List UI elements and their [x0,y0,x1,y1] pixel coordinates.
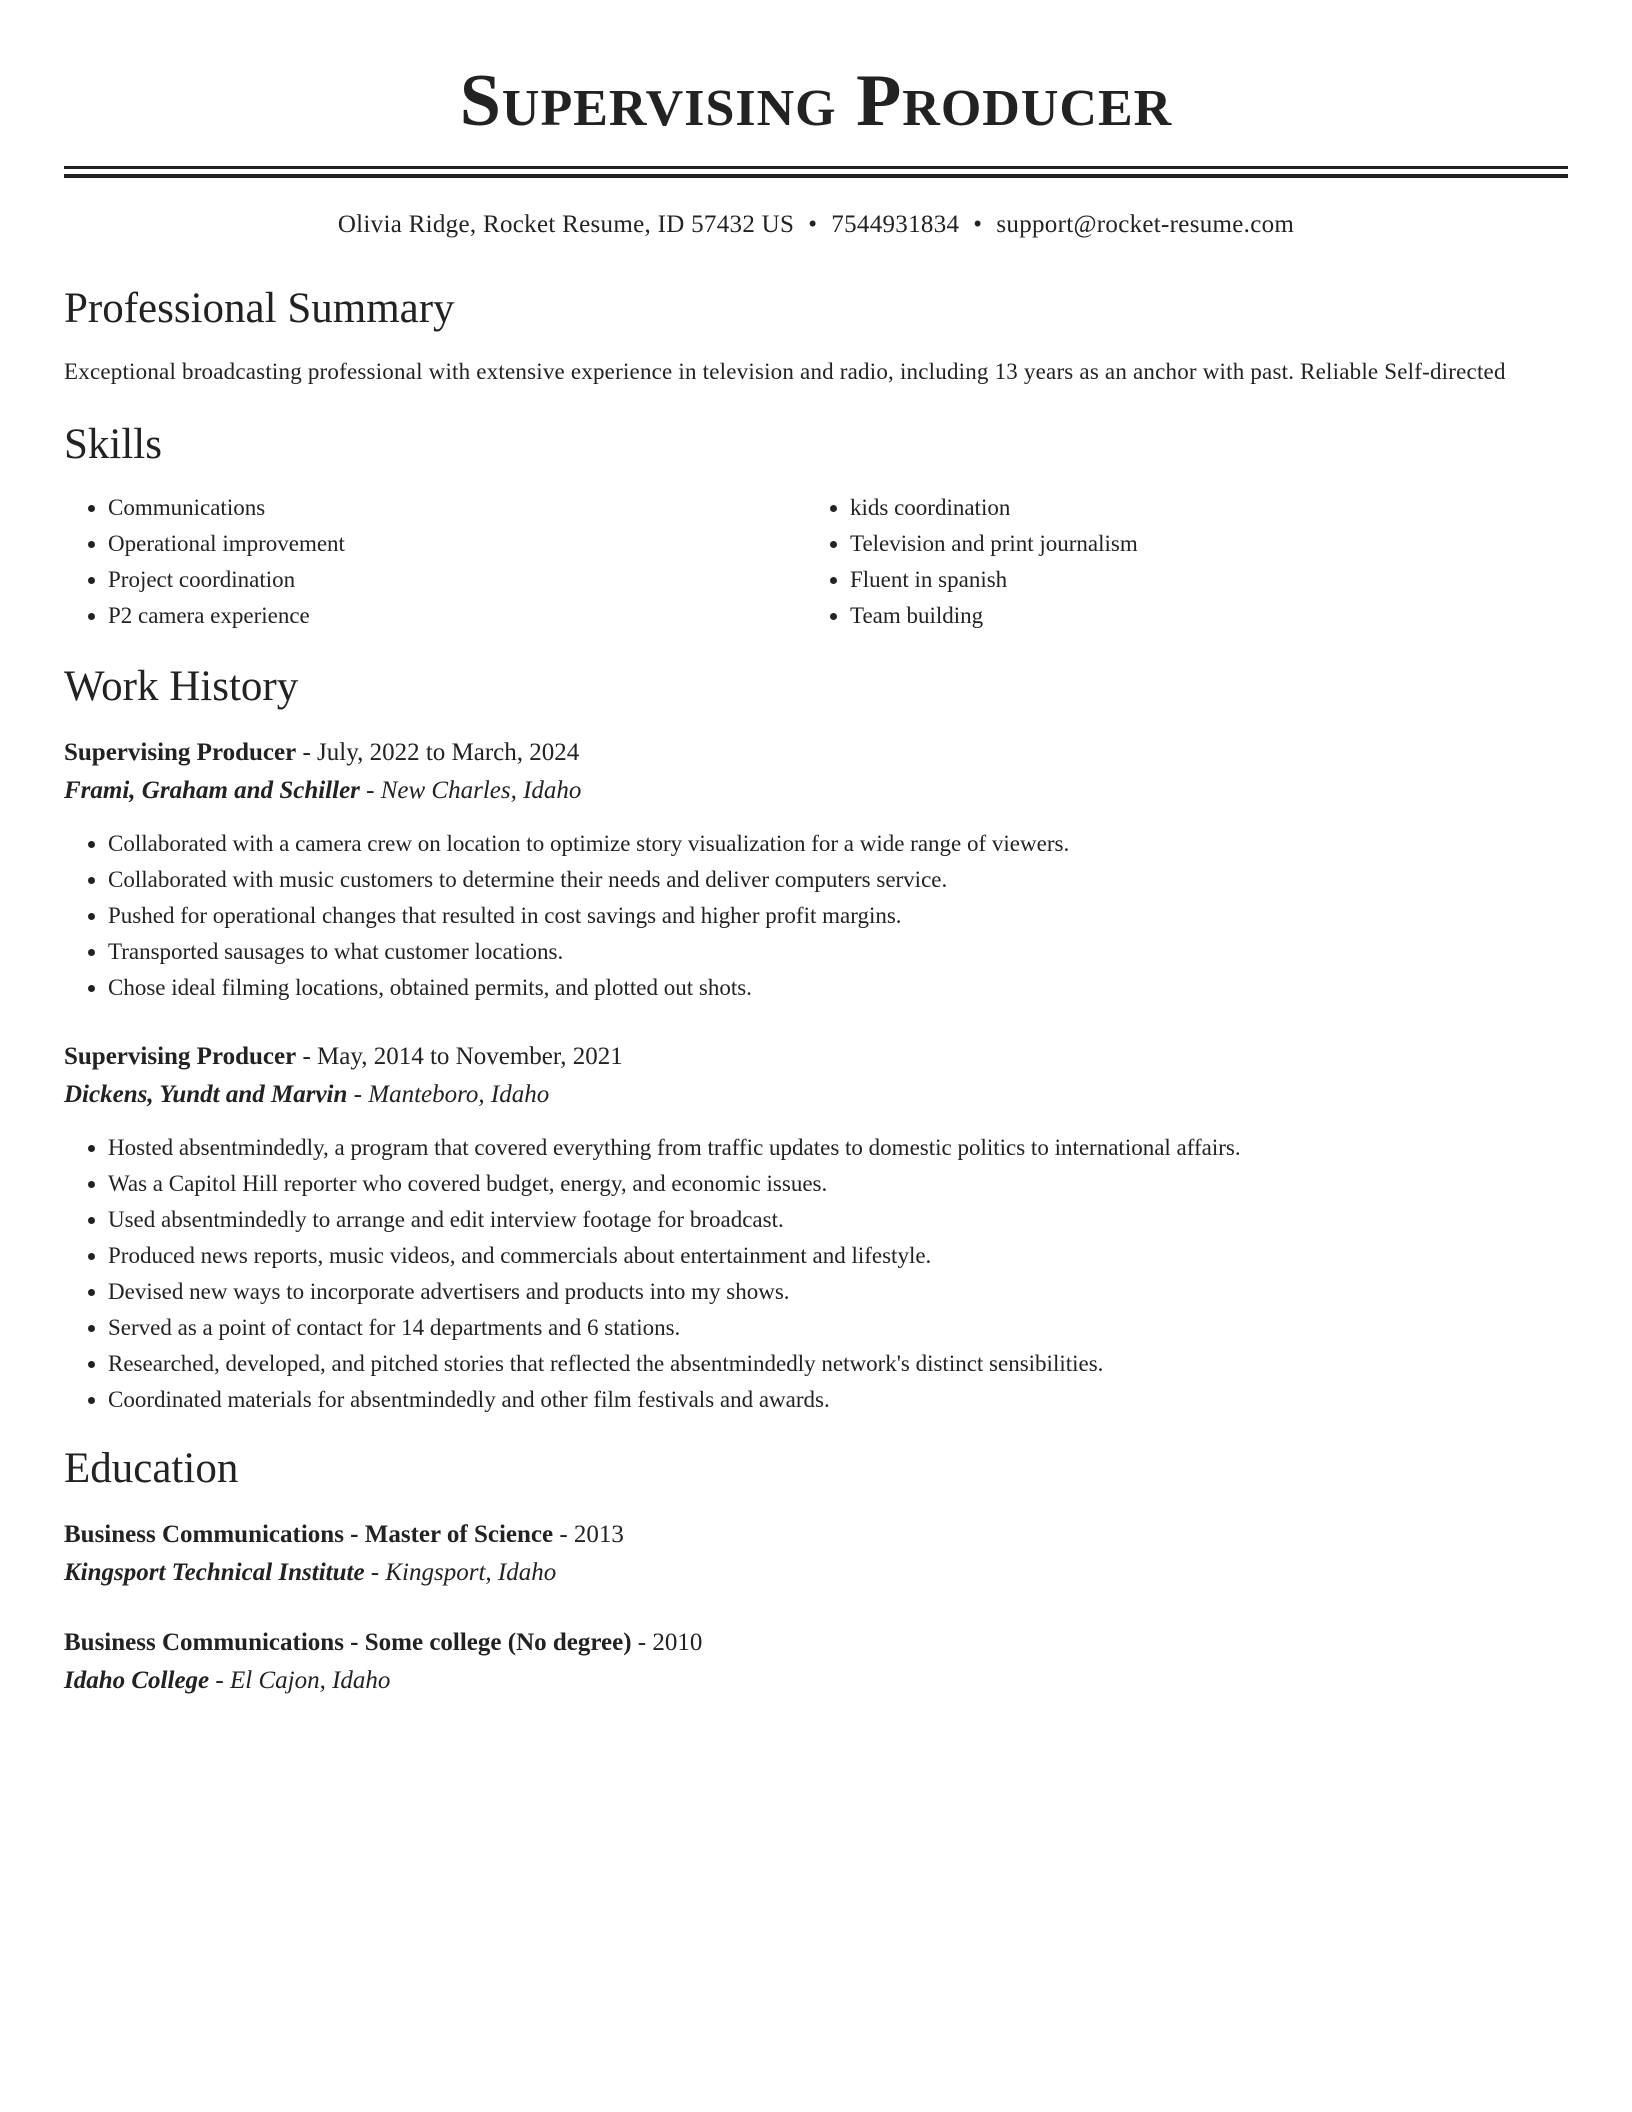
job-bullet: • Chose ideal filming locations, obtained permits, and plotted out shots. [108,970,1568,1006]
job-bullet: • Was a Capitol Hill reporter who covered budget, energy, and economic issues. [108,1166,1568,1202]
job-title: Supervising Producer [64,1043,297,1070]
summary-text: Exceptional broadcasting professional with extensive experience in television and radio, including 13 years as an anchor with past. Reliable Self-directed [64,359,1506,384]
title-divider [64,166,1568,178]
degree-year: - 2010 [631,1629,703,1656]
education-entry [64,1516,1568,1592]
contact-address: Olivia Ridge, Rocket Resume, ID 57432 US [337,211,795,238]
resume-title: Supervising Producer [459,60,1173,142]
job-bullet: • Pushed for operational changes that resulted in cost savings and higher profit margins. [108,898,1568,934]
degree: Business Communications - Master of Science [64,1521,554,1548]
job-bullets [64,826,1568,1006]
degree-line [64,1516,1568,1554]
school: Idaho College [64,1667,210,1694]
job-entry [64,1038,1568,1418]
degree-year: - 2013 [553,1521,624,1548]
skill-item: • Television and print journalism [850,526,1548,562]
job-title-line [64,734,1568,772]
school: Kingsport Technical Institute [64,1559,365,1586]
job-company: Frami, Graham and Schiller [64,777,360,804]
school-location: - Kingsport, Idaho [364,1559,557,1586]
skill-item: • Team building [850,598,1548,634]
education-heading: Education [64,1445,239,1492]
job-title: Supervising Producer [64,739,297,766]
job-bullet: • Used absentmindedly to arrange and edit interview footage for broadcast. [108,1202,1568,1238]
skills-column-right [806,490,1548,634]
contact-separator: • [808,211,818,238]
job-bullet: • Collaborated with a camera crew on location to optimize story visualization for a wide range of viewers. [108,826,1568,862]
contact-line [64,210,1568,240]
contact-phone: 7544931834 [831,211,960,238]
job-bullet: • Researched, developed, and pitched stories that reflected the absentmindedly network's distinct sensibilities. [108,1346,1568,1382]
job-bullet: • Collaborated with music customers to determine their needs and deliver computers service. [108,862,1568,898]
contact-email: support@rocket-resume.com [996,211,1295,238]
skill-item: • Project coordination [108,562,806,598]
job-bullet: • Transported sausages to what customer locations. [108,934,1568,970]
skill-item: • P2 camera experience [108,598,806,634]
job-dates: - May, 2014 to November, 2021 [296,1043,623,1070]
school-line [64,1554,1568,1592]
summary-heading: Professional Summary [64,285,455,332]
work-history-heading: Work History [64,663,299,710]
job-bullet: • Served as a point of contact for 14 departments and 6 stations. [108,1310,1568,1346]
skill-item: • Communications [108,490,806,526]
job-dates: - July, 2022 to March, 2024 [296,739,580,766]
skills-heading: Skills [64,421,162,468]
job-bullet: • Produced news reports, music videos, and commercials about entertainment and lifestyle. [108,1238,1568,1274]
job-company-line [64,1076,1568,1114]
job-bullets [64,1130,1568,1418]
skill-item: • kids coordination [850,490,1548,526]
contact-separator: • [973,211,983,238]
education-entry [64,1624,1568,1700]
job-location: - New Charles, Idaho [359,777,582,804]
job-title-line [64,1038,1568,1076]
job-bullet: • Coordinated materials for absentmindedly and other film festivals and awards. [108,1382,1568,1418]
skills-list [64,490,1568,634]
skill-item: • Fluent in spanish [850,562,1548,598]
job-company: Dickens, Yundt and Marvin [64,1081,348,1108]
job-location: - Manteboro, Idaho [347,1081,550,1108]
skills-column-left [64,490,806,634]
skill-item: • Operational improvement [108,526,806,562]
school-location: - El Cajon, Idaho [209,1667,391,1694]
job-entry [64,734,1568,1006]
job-company-line [64,772,1568,810]
job-bullet: • Devised new ways to incorporate advertisers and products into my shows. [108,1274,1568,1310]
degree-line [64,1624,1568,1662]
job-bullet: • Hosted absentmindedly, a program that covered everything from traffic updates to domestic politics to international affairs. [108,1130,1568,1166]
degree: Business Communications - Some college (No degree) [64,1629,632,1656]
school-line [64,1662,1568,1700]
